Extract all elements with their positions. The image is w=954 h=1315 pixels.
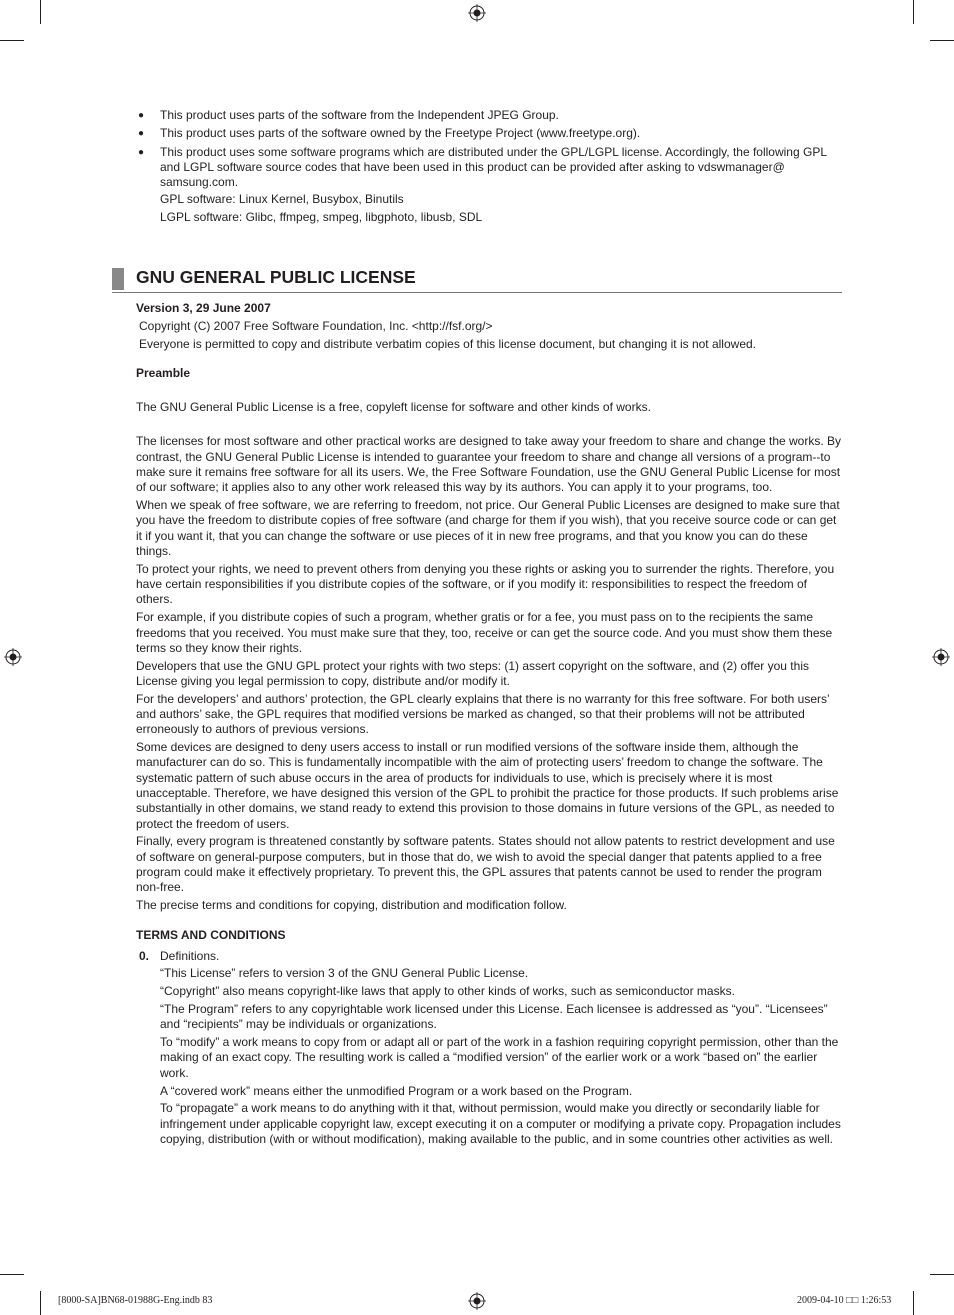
license-copyright: Copyright (C) 2007 Free Software Foundation, Inc. <http://fsf.org/>	[139, 318, 493, 333]
definition-item: A “covered work” means either the unmodified Program or a work based on the Program.	[160, 1083, 633, 1098]
bullet-item	[136, 108, 836, 123]
crop-mark	[913, 1291, 914, 1315]
preamble-heading: Preamble	[136, 365, 191, 380]
crop-mark	[913, 0, 914, 24]
definition-number: 0.	[139, 948, 150, 963]
gpl-software-list: GPL software: Linux Kernel, Busybox, Binutils	[160, 192, 404, 207]
section-title: GNU GENERAL PUBLIC LICENSE	[136, 267, 416, 287]
definition-item: “Copyright” also means copyright-like laws that apply to other kinds of works, such as semiconductor masks.	[160, 984, 735, 999]
crop-mark	[0, 1274, 24, 1275]
preamble-paragraph: To protect your rights, we need to prevent others from denying you these rights or asking you to surrender the rights. Therefore, you have certain responsibilities if you distribute copies of the software, or if you modify it: responsibilities to respect the freedom of others.	[136, 561, 835, 607]
crop-mark	[40, 1291, 41, 1315]
crop-mark	[40, 0, 41, 24]
preamble-paragraph: For example, if you distribute copies of such a program, whether gratis or for a fee, you must pass on to the recipients the same freedoms that you received. You must make sure that they, too, receive or can get the source code. And you must show them these terms so they know their rights.	[136, 610, 833, 655]
definition-item: To “modify” a work means to copy from or adapt all or part of the work in a fashion requiring copyright permission, other than the making of an exact copy. The resulting work is called a “modified version” of the earlier work or a work “based on” the earlier work.	[160, 1035, 839, 1080]
definitions-title: Definitions.	[160, 948, 220, 963]
preamble-paragraph: Finally, every program is threatened constantly by software patents. States should not allow patents to restrict development and use of software on general-purpose computers, but in those that do, we wish to avoid the special danger that patents applied to a free program could make it effectively proprietary. To prevent this, the GPL assures that patents cannot be used to render the program non-free.	[136, 834, 835, 895]
definition-item: To “propagate” a work means to do anything with it that, without permission, would make you directly or secondarily liable for infringement under applicable copyright law, except executing it on a computer or modifying a private copy. Propagation includes copying, distribution (with or without modification), making available to the public, and in some countries other activities as well.	[160, 1101, 841, 1146]
footer-file-name: [8000-SA]BN68-01988G-Eng.indb 83	[58, 1295, 213, 1306]
preamble-intro: The GNU General Public License is a free, copyleft license for software and other kinds of works.	[136, 400, 651, 415]
terms-heading: TERMS AND CONDITIONS	[136, 928, 286, 943]
bullet-item	[136, 126, 836, 141]
lgpl-software-list: LGPL software: Glibc, ffmpeg, smpeg, libgphoto, libusb, SDL	[160, 209, 483, 224]
registration-mark-icon	[468, 1292, 486, 1310]
preamble-paragraph: When we speak of free software, we are referring to freedom, not price. Our General Public Licenses are designed to make sure that you have the freedom to distribute copies of free software (and charge for them if you wish), that you receive source code or can get it if you want it, that you can change the software or use pieces of it in new free programs, and that you know you can do these things.	[136, 498, 840, 559]
footer-timestamp: 2009-04-10 □□ 1:26:53	[797, 1295, 892, 1306]
crop-mark	[930, 40, 954, 41]
registration-mark-icon	[468, 4, 486, 22]
section-bar-icon	[112, 268, 124, 290]
preamble-paragraph: Developers that use the GNU GPL protect your rights with two steps: (1) assert copyright on the software, and (2) offer you this License giving you legal permission to copy, distribute and/or modify it.	[136, 658, 809, 688]
license-version: Version 3, 29 June 2007	[136, 301, 271, 315]
bullet-text: This product uses parts of the software owned by the Freetype Project (www.freetype.org).	[160, 126, 641, 141]
license-permission: Everyone is permitted to copy and distribute verbatim copies of this license document, but changing it is not allowed.	[139, 336, 756, 351]
bullet-item	[136, 145, 836, 225]
crop-mark	[930, 1274, 954, 1275]
definition-item: “The Program” refers to any copyrightable work licensed under this License. Each licensee is addressed as “you”. “Licensees” and “recipients” may be individuals or organizations.	[160, 1002, 828, 1032]
registration-mark-icon	[932, 648, 950, 666]
section-header	[112, 266, 842, 293]
bullet-icon: ●	[138, 128, 145, 140]
license-body	[136, 301, 843, 1150]
definition-item: “This License” refers to version 3 of the GNU General Public License.	[160, 966, 529, 981]
preamble-paragraph: Some devices are designed to deny users access to install or run modified versions of the software inside them, although the manufacturer can do so. This is fundamentally incompatible with the aim of protecting users’ freedom to change the software. The systematic pattern of such abuse occurs in the area of products for individuals to use, which is precisely where it is most unacceptable. Therefore, we have designed this version of the GPL to prohibit the practice for those products. If such problems arise substantially in other domains, we stand ready to extend this provision to those domains in future versions of the GPL, as needed to protect the freedom of users.	[136, 740, 839, 831]
bullet-icon: ●	[138, 110, 145, 121]
crop-mark	[0, 40, 24, 41]
preamble-paragraph: For the developers’ and authors’ protection, the GPL clearly explains that there is no warranty for this free software. For both users’ and authors’ sake, the GPL requires that modified versions be marked as changed, so that their problems will not be attributed erroneously to authors of previous versions.	[136, 691, 830, 737]
preamble-paragraph: The precise terms and conditions for copying, distribution and modification follow.	[136, 898, 567, 913]
bullet-text: This product uses parts of the software from the Independent JPEG Group.	[160, 108, 559, 122]
bullet-icon: ●	[138, 146, 145, 158]
preamble-paragraph: The licenses for most software and other practical works are designed to take away your freedom to share and change the works. By contrast, the GNU General Public License is intended to guarantee your freedom to share and change all versions of a program--to make sure it remains free software for all its users. We, the Free Software Foundation, use the GNU General Public License for most of our software; it applies also to any other work released this way by its authors. You can apply it to your programs, too.	[136, 434, 842, 495]
registration-mark-icon	[4, 648, 22, 666]
definitions-section	[136, 949, 843, 1148]
bullet-text: This product uses some software programs which are distributed under the GPL/LGPL license. Accordingly, the following GPL and LGPL software source codes that have been used in this product can be provided after asking to vdswmanager@ samsung.com.	[160, 144, 827, 190]
notice-bullet-list	[136, 108, 836, 228]
